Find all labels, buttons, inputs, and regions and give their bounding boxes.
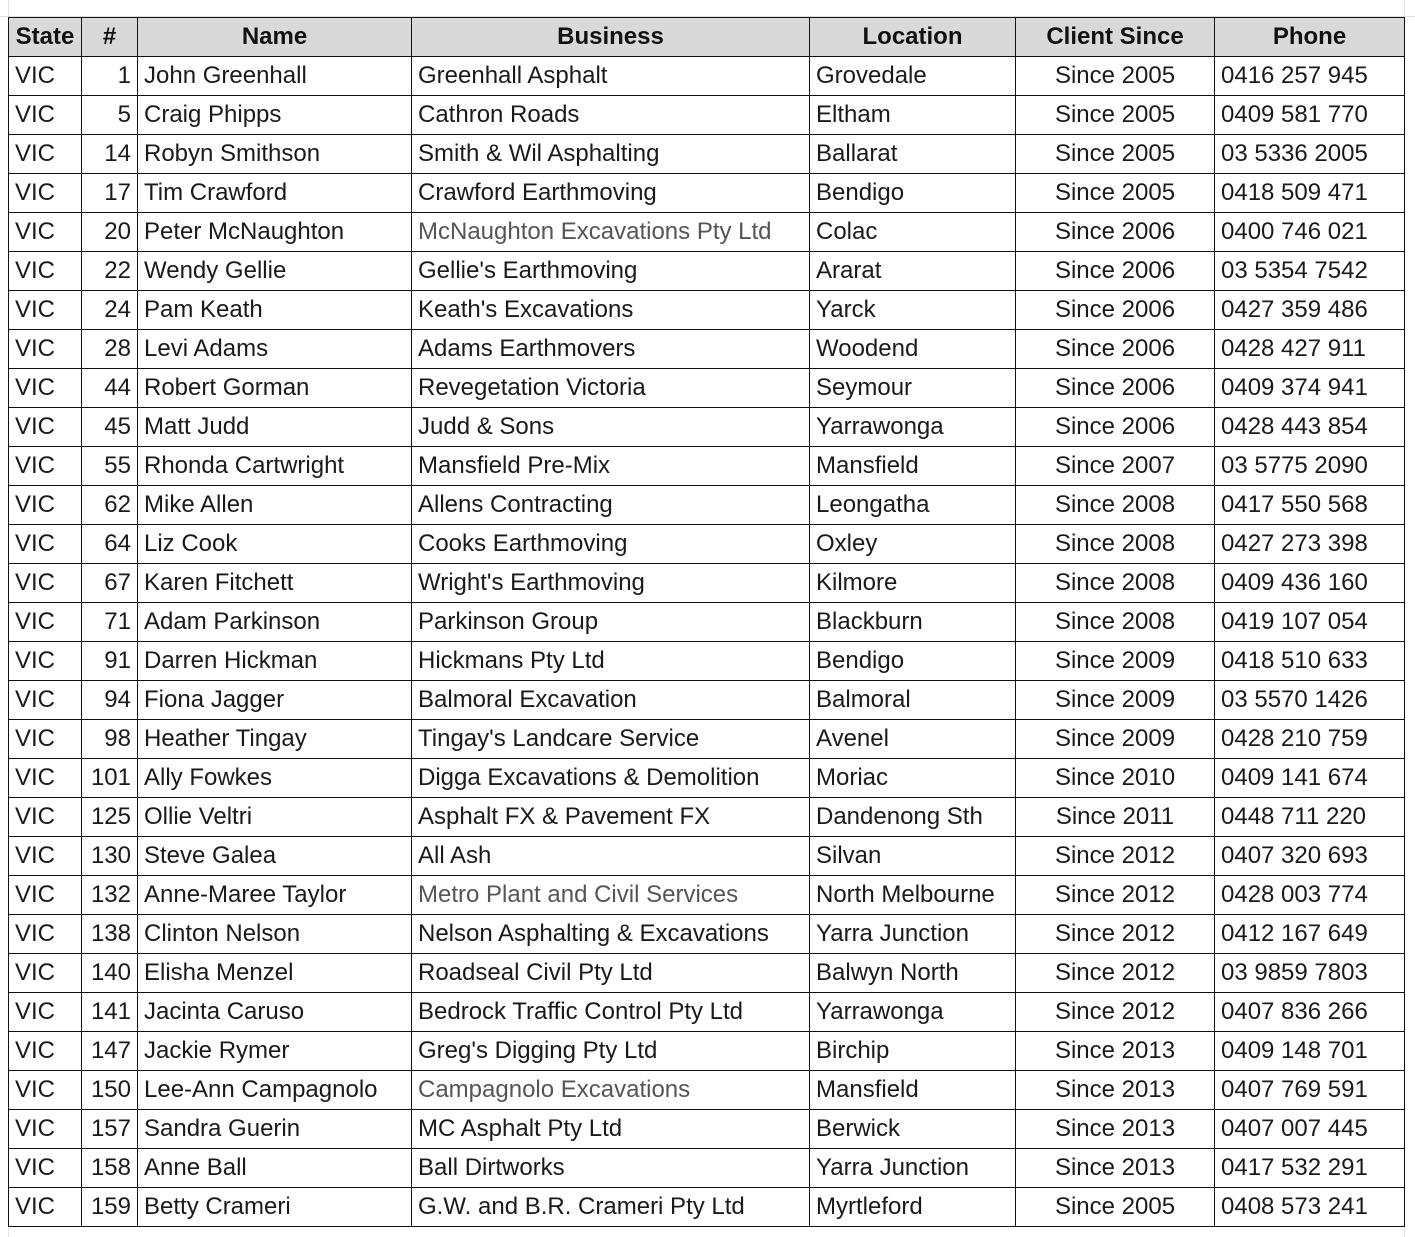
cell-state[interactable]: VIC [9,681,82,720]
table-row [9,1188,1405,1227]
client-table [8,17,1405,1227]
cell-name[interactable]: John Greenhall [138,57,412,96]
cell-number[interactable]: 17 [82,174,138,213]
cell-business[interactable]: McNaughton Excavations Pty Ltd [412,213,810,252]
cell-business[interactable]: Greg's Digging Pty Ltd [412,1032,810,1071]
cell-state[interactable]: VIC [9,954,82,993]
table-row [9,837,1405,876]
cell-phone[interactable]: 0400 746 021 [1215,213,1405,252]
cell-location[interactable]: Woodend [810,330,1016,369]
table-row [9,525,1405,564]
table-row [9,798,1405,837]
header-row [9,18,1405,57]
column-header-client-since[interactable]: Client Since [1016,18,1215,57]
cell-phone[interactable]: 03 9859 7803 [1215,954,1405,993]
cell-number[interactable]: 71 [82,603,138,642]
cell-number[interactable]: 91 [82,642,138,681]
cell-name[interactable]: Adam Parkinson [138,603,412,642]
cell-state[interactable]: VIC [9,525,82,564]
table-row [9,642,1405,681]
cell-location[interactable]: Seymour [810,369,1016,408]
cell-state[interactable]: VIC [9,993,82,1032]
table-row [9,603,1405,642]
cell-state[interactable]: VIC [9,174,82,213]
cell-client-since[interactable]: Since 2008 [1016,564,1215,603]
cell-location[interactable]: Yarck [810,291,1016,330]
cell-name[interactable]: Karen Fitchett [138,564,412,603]
cell-number[interactable]: 24 [82,291,138,330]
cell-business[interactable]: Keath's Excavations [412,291,810,330]
cell-name[interactable]: Heather Tingay [138,720,412,759]
cell-state[interactable]: VIC [9,291,82,330]
cell-client-since[interactable]: Since 2012 [1016,915,1215,954]
cell-name[interactable]: Clinton Nelson [138,915,412,954]
cell-state[interactable]: VIC [9,564,82,603]
cell-client-since[interactable]: Since 2005 [1016,96,1215,135]
cell-business[interactable]: Roadseal Civil Pty Ltd [412,954,810,993]
cell-number[interactable]: 125 [82,798,138,837]
column-header-name[interactable]: Name [138,18,412,57]
cell-name[interactable]: Jacinta Caruso [138,993,412,1032]
cell-phone[interactable]: 0407 320 693 [1215,837,1405,876]
cell-number[interactable]: 1 [82,57,138,96]
cell-client-since[interactable]: Since 2011 [1016,798,1215,837]
cell-name[interactable]: Darren Hickman [138,642,412,681]
cell-number[interactable]: 101 [82,759,138,798]
cell-business[interactable]: MC Asphalt Pty Ltd [412,1110,810,1149]
cell-client-since[interactable]: Since 2006 [1016,330,1215,369]
cell-number[interactable]: 28 [82,330,138,369]
cell-location[interactable]: Yarrawonga [810,993,1016,1032]
cell-name[interactable]: Liz Cook [138,525,412,564]
cell-client-since[interactable]: Since 2005 [1016,1188,1215,1227]
cell-business[interactable]: Smith & Wil Asphalting [412,135,810,174]
table-row [9,1032,1405,1071]
cell-business[interactable]: Judd & Sons [412,408,810,447]
cell-location[interactable]: Birchip [810,1032,1016,1071]
cell-phone[interactable]: 0407 007 445 [1215,1110,1405,1149]
cell-business[interactable]: Gellie's Earthmoving [412,252,810,291]
cell-client-since[interactable]: Since 2006 [1016,291,1215,330]
cell-number[interactable]: 64 [82,525,138,564]
cell-location[interactable]: Berwick [810,1110,1016,1149]
cell-name[interactable]: Elisha Menzel [138,954,412,993]
cell-phone[interactable]: 03 5775 2090 [1215,447,1405,486]
cell-state[interactable]: VIC [9,1032,82,1071]
cell-number[interactable]: 14 [82,135,138,174]
table-row [9,447,1405,486]
cell-number[interactable]: 158 [82,1149,138,1188]
cell-name[interactable]: Robyn Smithson [138,135,412,174]
cell-client-since[interactable]: Since 2013 [1016,1032,1215,1071]
cell-client-since[interactable]: Since 2008 [1016,486,1215,525]
cell-number[interactable]: 147 [82,1032,138,1071]
cell-state[interactable]: VIC [9,915,82,954]
cell-location[interactable]: North Melbourne [810,876,1016,915]
cell-state[interactable]: VIC [9,486,82,525]
cell-name[interactable]: Rhonda Cartwright [138,447,412,486]
cell-name[interactable]: Jackie Rymer [138,1032,412,1071]
cell-phone[interactable]: 0418 509 471 [1215,174,1405,213]
cell-name[interactable]: Tim Crawford [138,174,412,213]
table-row [9,57,1405,96]
cell-business[interactable]: Cathron Roads [412,96,810,135]
cell-client-since[interactable]: Since 2010 [1016,759,1215,798]
cell-name[interactable]: Betty Crameri [138,1188,412,1227]
cell-name[interactable]: Mike Allen [138,486,412,525]
cell-name[interactable]: Ally Fowkes [138,759,412,798]
cell-name[interactable]: Fiona Jagger [138,681,412,720]
table-row [9,759,1405,798]
cell-name[interactable]: Ollie Veltri [138,798,412,837]
cell-location[interactable]: Balwyn North [810,954,1016,993]
cell-client-since[interactable]: Since 2012 [1016,837,1215,876]
column-header-state[interactable]: State [9,18,82,57]
table-row [9,876,1405,915]
cell-phone[interactable]: 0428 003 774 [1215,876,1405,915]
table-row [9,486,1405,525]
cell-client-since[interactable]: Since 2006 [1016,252,1215,291]
cell-phone[interactable]: 0408 573 241 [1215,1188,1405,1227]
cell-business[interactable]: G.W. and B.R. Crameri Pty Ltd [412,1188,810,1227]
cell-client-since[interactable]: Since 2013 [1016,1110,1215,1149]
cell-number[interactable]: 55 [82,447,138,486]
cell-phone[interactable]: 0419 107 054 [1215,603,1405,642]
cell-phone[interactable]: 0409 141 674 [1215,759,1405,798]
cell-business[interactable]: Wright's Earthmoving [412,564,810,603]
cell-state[interactable]: VIC [9,57,82,96]
cell-phone[interactable]: 0409 581 770 [1215,96,1405,135]
cell-business[interactable]: Metro Plant and Civil Services [412,876,810,915]
table-row [9,915,1405,954]
cell-location[interactable]: Avenel [810,720,1016,759]
cell-phone[interactable]: 03 5570 1426 [1215,681,1405,720]
cell-phone[interactable]: 0428 210 759 [1215,720,1405,759]
cell-location[interactable]: Yarrawonga [810,408,1016,447]
cell-client-since[interactable]: Since 2009 [1016,642,1215,681]
cell-location[interactable]: Balmoral [810,681,1016,720]
cell-number[interactable]: 132 [82,876,138,915]
cell-phone[interactable]: 0407 836 266 [1215,993,1405,1032]
cell-number[interactable]: 67 [82,564,138,603]
cell-business[interactable]: Cooks Earthmoving [412,525,810,564]
cell-phone[interactable]: 0428 443 854 [1215,408,1405,447]
cell-client-since[interactable]: Since 2009 [1016,720,1215,759]
cell-state[interactable]: VIC [9,369,82,408]
cell-client-since[interactable]: Since 2006 [1016,369,1215,408]
cell-number[interactable]: 5 [82,96,138,135]
cell-phone[interactable]: 0409 148 701 [1215,1032,1405,1071]
cell-client-since[interactable]: Since 2008 [1016,525,1215,564]
table-row [9,408,1405,447]
cell-location[interactable]: Yarra Junction [810,1149,1016,1188]
cell-number[interactable]: 98 [82,720,138,759]
cell-location[interactable]: Grovedale [810,57,1016,96]
cell-state[interactable]: VIC [9,720,82,759]
cell-business[interactable]: Adams Earthmovers [412,330,810,369]
column-header-phone[interactable]: Phone [1215,18,1405,57]
cell-state[interactable]: VIC [9,135,82,174]
cell-phone[interactable]: 03 5354 7542 [1215,252,1405,291]
table-row [9,681,1405,720]
cell-phone[interactable]: 03 5336 2005 [1215,135,1405,174]
cell-number[interactable]: 20 [82,213,138,252]
cell-phone[interactable]: 0417 532 291 [1215,1149,1405,1188]
cell-number[interactable]: 140 [82,954,138,993]
cell-phone[interactable]: 0427 273 398 [1215,525,1405,564]
cell-number[interactable]: 138 [82,915,138,954]
cell-state[interactable]: VIC [9,252,82,291]
table-row [9,174,1405,213]
table-row [9,993,1405,1032]
column-header-number[interactable]: # [82,18,138,57]
cell-name[interactable]: Matt Judd [138,408,412,447]
cell-state[interactable]: VIC [9,213,82,252]
cell-location[interactable]: Yarra Junction [810,915,1016,954]
table-row [9,564,1405,603]
cell-client-since[interactable]: Since 2012 [1016,954,1215,993]
cell-phone[interactable]: 0448 711 220 [1215,798,1405,837]
table-row [9,720,1405,759]
cell-business[interactable]: Nelson Asphalting & Excavations [412,915,810,954]
column-header-location[interactable]: Location [810,18,1016,57]
cell-state[interactable]: VIC [9,1149,82,1188]
cell-name[interactable]: Craig Phipps [138,96,412,135]
table-row [9,1071,1405,1110]
cell-phone[interactable]: 0417 550 568 [1215,486,1405,525]
cell-business[interactable]: Balmoral Excavation [412,681,810,720]
cell-name[interactable]: Robert Gorman [138,369,412,408]
cell-name[interactable]: Lee-Ann Campagnolo [138,1071,412,1110]
cell-phone[interactable]: 0418 510 633 [1215,642,1405,681]
cell-name[interactable]: Peter McNaughton [138,213,412,252]
table-row [9,252,1405,291]
table-row [9,135,1405,174]
cell-business[interactable]: Campagnolo Excavations [412,1071,810,1110]
cell-state[interactable]: VIC [9,798,82,837]
cell-name[interactable]: Anne-Maree Taylor [138,876,412,915]
cell-location[interactable]: Moriac [810,759,1016,798]
table-row [9,954,1405,993]
cell-number[interactable]: 44 [82,369,138,408]
cell-location[interactable]: Oxley [810,525,1016,564]
cell-business[interactable]: Greenhall Asphalt [412,57,810,96]
cell-state[interactable]: VIC [9,642,82,681]
table-row [9,96,1405,135]
cell-business[interactable]: Parkinson Group [412,603,810,642]
cell-business[interactable]: Bedrock Traffic Control Pty Ltd [412,993,810,1032]
table-row [9,1149,1405,1188]
cell-client-since[interactable]: Since 2005 [1016,57,1215,96]
cell-state[interactable]: VIC [9,447,82,486]
cell-business[interactable]: Allens Contracting [412,486,810,525]
cell-state[interactable]: VIC [9,837,82,876]
cell-name[interactable]: Wendy Gellie [138,252,412,291]
cell-phone[interactable]: 0428 427 911 [1215,330,1405,369]
cell-location[interactable]: Leongatha [810,486,1016,525]
cell-location[interactable]: Mansfield [810,1071,1016,1110]
cell-number[interactable]: 159 [82,1188,138,1227]
cell-state[interactable]: VIC [9,603,82,642]
cell-phone[interactable]: 0416 257 945 [1215,57,1405,96]
cell-client-since[interactable]: Since 2008 [1016,603,1215,642]
cell-location[interactable]: Kilmore [810,564,1016,603]
cell-location[interactable]: Bendigo [810,174,1016,213]
cell-location[interactable]: Ararat [810,252,1016,291]
cell-state[interactable]: VIC [9,96,82,135]
cell-client-since[interactable]: Since 2006 [1016,213,1215,252]
cell-client-since[interactable]: Since 2013 [1016,1149,1215,1188]
cell-business[interactable]: All Ash [412,837,810,876]
cell-location[interactable]: Colac [810,213,1016,252]
cell-business[interactable]: Revegetation Victoria [412,369,810,408]
cell-business[interactable]: Tingay's Landcare Service [412,720,810,759]
cell-name[interactable]: Levi Adams [138,330,412,369]
cell-number[interactable]: 130 [82,837,138,876]
cell-name[interactable]: Steve Galea [138,837,412,876]
cell-state[interactable]: VIC [9,759,82,798]
cell-location[interactable]: Ballarat [810,135,1016,174]
cell-number[interactable]: 157 [82,1110,138,1149]
cell-name[interactable]: Pam Keath [138,291,412,330]
cell-state[interactable]: VIC [9,1071,82,1110]
cell-name[interactable]: Anne Ball [138,1149,412,1188]
cell-number[interactable]: 141 [82,993,138,1032]
cell-client-since[interactable]: Since 2006 [1016,408,1215,447]
cell-number[interactable]: 150 [82,1071,138,1110]
cell-business[interactable]: Hickmans Pty Ltd [412,642,810,681]
cell-name[interactable]: Sandra Guerin [138,1110,412,1149]
cell-business[interactable]: Digga Excavations & Demolition [412,759,810,798]
table-body [9,57,1405,1227]
cell-client-since[interactable]: Since 2005 [1016,135,1215,174]
cell-state[interactable]: VIC [9,876,82,915]
cell-number[interactable]: 22 [82,252,138,291]
cell-phone[interactable]: 0409 374 941 [1215,369,1405,408]
cell-business[interactable]: Ball Dirtworks [412,1149,810,1188]
table-row [9,213,1405,252]
cell-state[interactable]: VIC [9,408,82,447]
cell-client-since[interactable]: Since 2013 [1016,1071,1215,1110]
cell-phone[interactable]: 0412 167 649 [1215,915,1405,954]
cell-phone[interactable]: 0409 436 160 [1215,564,1405,603]
cell-location[interactable]: Dandenong Sth [810,798,1016,837]
cell-client-since[interactable]: Since 2005 [1016,174,1215,213]
cell-client-since[interactable]: Since 2007 [1016,447,1215,486]
table-row [9,1110,1405,1149]
cell-location[interactable]: Blackburn [810,603,1016,642]
cell-number[interactable]: 45 [82,408,138,447]
cell-business[interactable]: Asphalt FX & Pavement FX [412,798,810,837]
cell-location[interactable]: Mansfield [810,447,1016,486]
cell-location[interactable]: Bendigo [810,642,1016,681]
table-row [9,369,1405,408]
cell-client-since[interactable]: Since 2012 [1016,876,1215,915]
table-row [9,330,1405,369]
cell-state[interactable]: VIC [9,1110,82,1149]
cell-phone[interactable]: 0427 359 486 [1215,291,1405,330]
cell-state[interactable]: VIC [9,1188,82,1227]
cell-business[interactable]: Crawford Earthmoving [412,174,810,213]
cell-location[interactable]: Silvan [810,837,1016,876]
cell-client-since[interactable]: Since 2009 [1016,681,1215,720]
cell-location[interactable]: Myrtleford [810,1188,1016,1227]
cell-client-since[interactable]: Since 2012 [1016,993,1215,1032]
cell-location[interactable]: Eltham [810,96,1016,135]
table-row [9,291,1405,330]
cell-number[interactable]: 62 [82,486,138,525]
cell-state[interactable]: VIC [9,330,82,369]
column-header-business[interactable]: Business [412,18,810,57]
cell-business[interactable]: Mansfield Pre-Mix [412,447,810,486]
cell-number[interactable]: 94 [82,681,138,720]
cell-phone[interactable]: 0407 769 591 [1215,1071,1405,1110]
